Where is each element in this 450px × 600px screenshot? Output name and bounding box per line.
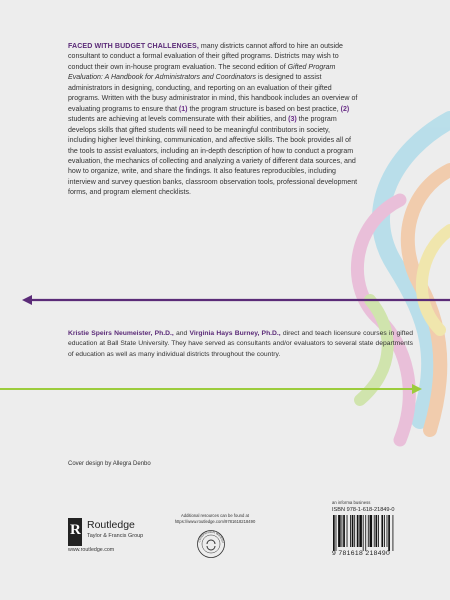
- barcode-bar: [374, 515, 375, 547]
- barcode-bar: [387, 515, 388, 547]
- barcode-bar: [376, 515, 378, 547]
- barcode-bar: [357, 515, 359, 547]
- blurb-text-1: many districts cannot afford to hire an outside consultant to conduct a formal evaluation of their gifted programs. Districts may wish to conduct their own in-house program evaluation. The second edition of: [68, 43, 343, 71]
- barcode-bar: [354, 515, 355, 547]
- isbn-block: [332, 500, 418, 557]
- point-number-3: (3): [288, 116, 297, 124]
- blurb-text-2: is designed to assist administrators in designing, conducting, and reporting on an evaluation of their gifted programs. Written with the busy administrator in mind, this handbook includes an overview of evaluating programs to ensure that: [68, 74, 358, 113]
- barcode-bar: [333, 515, 335, 551]
- barcode-bar: [363, 515, 364, 551]
- barcode-bar: [359, 515, 362, 547]
- barcode-digits: 9 781618 218490: [332, 550, 391, 557]
- barcode-bar: [343, 515, 345, 547]
- author-name-2: Virginia Hays Burney, Ph.D.,: [189, 330, 281, 337]
- barcode-bar: [347, 515, 348, 547]
- barcode-bar: [352, 515, 354, 547]
- resources-url: https://www.routledge.com/9781618218490: [174, 518, 256, 524]
- blurb-text-3: the program structure is based on best practice,: [187, 105, 341, 113]
- point-number-1: (1): [178, 105, 188, 113]
- barcode-bar: [342, 515, 343, 547]
- barcode-bar: [370, 515, 373, 547]
- publisher-url: www.routledge.com: [68, 547, 115, 553]
- barcode-bar: [365, 515, 366, 551]
- resources-line-1: Additional resources can be found at: [181, 513, 249, 518]
- author-bio: [68, 329, 413, 360]
- author-name-1: Kristie Speirs Neumeister, Ph.D.,: [68, 330, 174, 337]
- author-bio-text: direct and teach licensure courses in gifted education at Ball State University. They have served as consultants and/or evaluators to several state departments of education as well as many individual districts throughout the country.: [68, 330, 413, 358]
- barcode-bar: [393, 515, 394, 551]
- informa-business: an informa business: [332, 500, 371, 505]
- blurb-text-4: students are achieving at levels commensurate with their abilities, and: [68, 116, 289, 124]
- book-title: Gifted Program Evaluation: A Handbook for Administrators and Coordinators: [68, 63, 336, 82]
- additional-resources: [170, 513, 260, 524]
- blurb-text-5: the program develops skills that gifted students will need to be meaningful contributors in society, including higher level thinking, communication, and affective skills. The book provides all of the tools to assist evaluators, including an in-depth description of how to conduct a program evaluation, the mechanics of collecting and analyzing a variety of different data sources, and how to organize, write, and share the findings. It also features reproducibles, including interview and survey question banks, classroom observation tools, professional development forms, and program element checklists.: [68, 116, 358, 197]
- back-cover-blurb: [68, 42, 358, 199]
- barcode-bar: [368, 515, 369, 547]
- publisher-name: Routledge: [87, 519, 135, 531]
- companion-website-badge-icon: [196, 529, 226, 559]
- barcode-bar: [336, 515, 337, 551]
- author-and: and: [173, 330, 190, 337]
- routledge-logo: [68, 516, 166, 548]
- barcode-bar: [388, 515, 390, 551]
- blurb-lead: FACED WITH BUDGET CHALLENGES,: [68, 43, 199, 50]
- routledge-mark-icon: R: [68, 518, 82, 546]
- cover-design-credit: Cover design by Allegra Denbo: [68, 461, 151, 467]
- svg-text:COMPANION WEBSITE: COMPANION WEBSIT: [197, 529, 226, 544]
- point-number-2: (2): [340, 105, 350, 113]
- publisher-group: Taylor & Francis Group: [87, 533, 144, 539]
- barcode: [332, 515, 418, 551]
- colored-ribbons: [357, 120, 450, 440]
- barcode-bar: [381, 515, 383, 547]
- barcode-bar: [384, 515, 385, 547]
- barcode-bar: [350, 515, 351, 547]
- barcode-bar: [378, 515, 379, 547]
- purple-arrow-head: [22, 295, 32, 305]
- barcode-bar: [338, 515, 341, 547]
- isbn-label: ISBN 978-1-618-21849-0: [332, 507, 395, 513]
